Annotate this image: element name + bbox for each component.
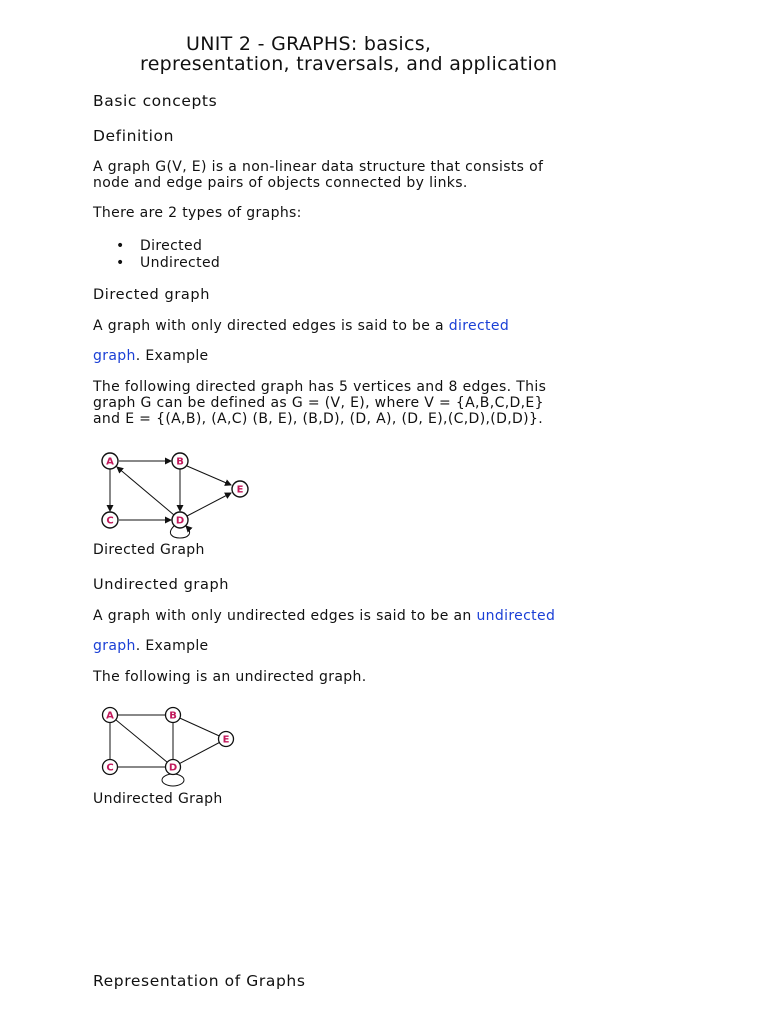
representation-heading: Representation of Graphs: [93, 972, 306, 990]
undirected-graph-figure: [96, 700, 241, 792]
edge-d-e: [173, 739, 226, 767]
node-e: [232, 481, 248, 497]
svg-text:A: A: [106, 710, 114, 722]
undirected-definition: [93, 608, 555, 624]
list-item: • Undirected: [116, 255, 220, 272]
undirected-graph-caption: Undirected Graph: [93, 791, 223, 807]
svg-text:B: B: [176, 456, 184, 468]
edge-d-d: [162, 774, 184, 786]
svg-text:D: D: [168, 762, 178, 774]
directed-definition: [93, 318, 509, 334]
edge-a-d: [110, 715, 173, 767]
svg-text:A: A: [106, 456, 114, 468]
directed-example-text: . Example: [135, 348, 209, 364]
edge-d-e: [187, 493, 231, 516]
directed-graph-figure: [96, 446, 256, 542]
undirected-description: The following is an undirected graph.: [93, 669, 367, 685]
svg-text:C: C: [106, 762, 114, 774]
node-a: [102, 453, 118, 469]
edge-b-e: [173, 715, 226, 739]
directed-example-line: [93, 348, 209, 364]
list-item: • Directed: [116, 238, 220, 255]
svg-text:C: C: [106, 515, 114, 527]
directed-graph-heading: Directed graph: [93, 287, 210, 303]
directed-description-line-2: graph G can be defined as G = (V, E), where V = {A,B,C,D,E}: [93, 395, 544, 411]
definition-heading: Definition: [93, 127, 175, 145]
directed-description-line-3: and E = {(A,B), (A,C) (B, E), (B,D), (D, A), (D, E),(C,D),(D,D)}.: [93, 411, 544, 427]
node-b: [172, 453, 188, 469]
undirected-graph-link[interactable]: graph: [93, 638, 136, 654]
title-line-1: UNIT 2 - GRAPHS: basics,: [186, 33, 432, 55]
undirected-example-line: [93, 638, 209, 654]
definition-text-line-1: A graph G(V, E) is a non-linear data structure that consists of: [93, 159, 544, 175]
node-c: [103, 760, 118, 775]
svg-text:E: E: [236, 484, 244, 496]
undirected-example-text: . Example: [135, 638, 209, 654]
edge-d-a: [117, 467, 174, 515]
edge-b-e: [187, 466, 231, 485]
directed-definition-text: A graph with only directed edges is said to be a: [93, 318, 449, 334]
svg-text:E: E: [222, 734, 230, 746]
node-a: [103, 708, 118, 723]
types-intro: There are 2 types of graphs:: [93, 205, 302, 221]
graph-types-list: [116, 238, 220, 271]
directed-link[interactable]: directed: [448, 318, 510, 334]
node-d: [166, 760, 181, 775]
undirected-link[interactable]: undirected: [476, 608, 556, 624]
undirected-graph-heading: Undirected graph: [93, 577, 230, 593]
directed-graph-link[interactable]: graph: [93, 348, 136, 364]
node-b: [166, 708, 181, 723]
node-c: [102, 512, 118, 528]
undirected-definition-text: A graph with only undirected edges is said to be an: [93, 608, 477, 624]
svg-text:D: D: [175, 515, 185, 527]
directed-description-line-1: The following directed graph has 5 vertices and 8 edges. This: [93, 379, 547, 395]
directed-graph-caption: Directed Graph: [93, 542, 205, 558]
basic-concepts-heading: Basic concepts: [93, 92, 218, 110]
definition-text-line-2: node and edge pairs of objects connected by links.: [93, 175, 468, 191]
title-line-2: representation, traversals, and application: [140, 53, 558, 75]
svg-text:B: B: [169, 710, 177, 722]
node-d: [172, 512, 188, 528]
node-e: [219, 732, 234, 747]
